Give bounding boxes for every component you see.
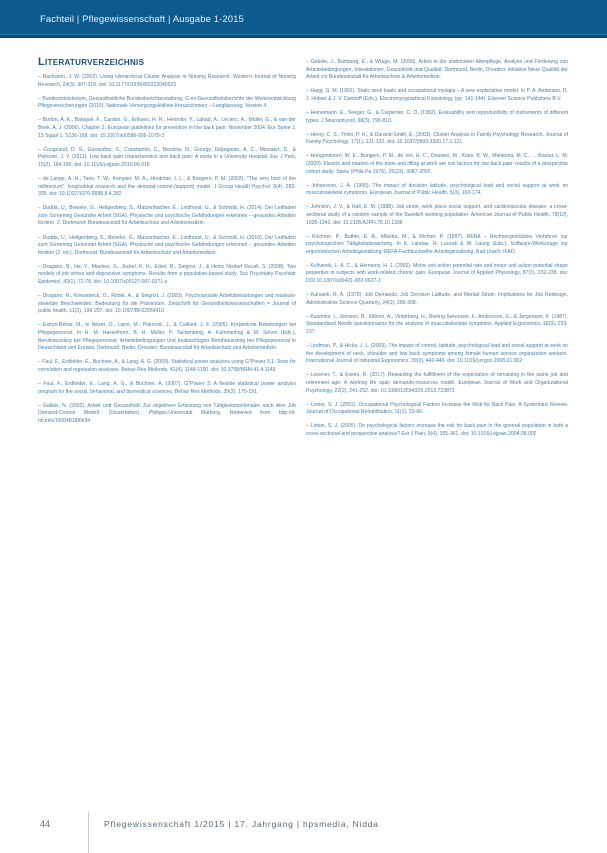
reference-entry: – Linton, S. J. (2005). Do psychological factors increase the risk for back pain in the general population in both a cross-sectional and prospective analysis? Eur J Pain, 9(4), 355-361. doi: 10.1016/j.ejpain.2004.08.002 xyxy=(306,423,568,438)
header-title: Fachteil | Pflegewissenschaft | Ausgabe 1-2015 xyxy=(40,14,244,25)
reference-entry: – Faul, F., Erdfelder, E., Buchner, A., & Lang, A. G. (2009). Statistical power analyses using G*Power 3.1: Tests for correlation and regression analyses. Behav Res Methods, 41(4), 1149-1160. doi: 10.3758/BRM.41.4.1149 xyxy=(38,359,296,374)
reference-entry: – Cougnaud, D. S., Guiraudou, S., Constantini, C., Bezzina, N., Gourgy, Delpapeau, A. C., Minnaert, D., & Pelissier, J. Y. (2011). Low back pain characteristics and back pain: A study in a University Hospital. Eur J Pain, 15(2), 184-190. doi: 10.1016/j.ejpain.2010.06.018 xyxy=(38,147,296,170)
reference-entry: – Karasek, R. A. (1979). Job Demands, Job Decision Latitude, and Mental Strain: Implications for Job Redesign. Administrative Science Quarterly, 24(2), 285-308. xyxy=(306,292,568,307)
reference-entry: – Gebele, J., Bamberg, E., & Wrage, M. (2006). Arbeit in der stationären Altenpflege. Analyse und Förderung von Arbeitsbedingungen, Interaktionen, Gesundheit und Qualität. Dortmund, Berlin, Dresden: Initiative Neue Qualität der Arbeit c/o Bundesanstalt für Arbeitsschutz & Arbeitsmedizin. xyxy=(306,59,568,82)
header-divider xyxy=(0,34,607,38)
reference-entry: – Dragano, N., Knesebeck, O., Rödel, A., & Siegrist, J. (2003). Psychosoziale Arbeitsbelastungen und muskulo-skeletale Beschwerden: Bedeutung für die Prävention. Zeitschrift für Gesundheitswissenschaften = Journal of public health, 11(3), 196-207. doi: 10.1007/BF02956410 xyxy=(38,293,296,316)
reference-entry: – Henry, C. S., Trivio, P. H., & Durand-Smith, E. (2003). Cluster Analysis in Family Psychology Research. Journal of Family Psychology, 17(1), 121-132. doi: 10.1037/0893-3200.17.1.121 xyxy=(306,132,568,147)
reference-entry: – Hagg, G. M. (1991). Static work loads and occupational myalgia – A new explanation model. In P. A. Anderson, D. J. Hobart & J. V. Danhoff (Eds.), Electromyographical Kinesiology (pp. 141-144). Elsevier Science Publishers B.V. xyxy=(306,88,568,103)
reference-entry: – Dudda, U., Beneke, G., Heilgenberg, S., Matzenbacher, E., Lindhorst, U., & Schmidt, H. (2014). Der Leitfaden zum Screening Gesunder Arbeit (SGA). Physische und psychische Gefährdungen erkennen – gesundes Arbeiten fördern. 2. Dortmund: Bundesanstalt für Arbeitsschutz und Arbeitsmedizin. xyxy=(38,205,296,228)
reference-list-left xyxy=(38,74,296,425)
page-number: 44 xyxy=(40,819,51,829)
references-column-left xyxy=(38,56,296,432)
reference-entry: – de Lange, A. H., Taris, T. W., Kompier, M. A., Houtman, I. L., & Bongers, P. M. (2003). "The very best of the millennium": longitudinal research and the demand-control-(support) model. J Occup Health Psychol, 8(4), 282-305. doi: 10.1037/1076-8998.8.4.282 xyxy=(38,176,296,199)
reference-entry: – Bachstein, J. W. (2002). Using Hierarchical Cluster Analysis in Nursing Research. Western Journal of Nursing Research, 24(3), 307-319. doi: 10.1177/01939450222045923 xyxy=(38,74,296,89)
reference-entry: – Bundesministerium, Gesundheitliche Bundesberichterstattung, G es-Gesundheitsberichte der Weiterentwicklung Pflegeversicherungen (2015). Nationale Versorgungsleitlinie Kreuzschmerz – Langfassung, Version 4. xyxy=(38,96,296,111)
reference-entry: – Gallais, N. (2003). Arbeit und Gesundheit: Zur objektiven Erfassung von Tätigkeitsmerkmalen nach dem Job Demand-Control Modell. (Dissertation), Philipps-Universität Marburg. Retrieved from http://d-nb.info/1000481889/34 xyxy=(38,403,296,426)
references-column-right xyxy=(306,59,568,445)
reference-entry: – Johnson, J. V., & Hall, E. M. (1988). Job strain, work place social support, and cardiovascular disease: a cross-sectional study of a random sample of the Swedish working population. American Journal of Public Health, 78(10), 1336-1342. doi: 10.2105/AJPH.78.10.1336 xyxy=(306,204,568,227)
reference-entry: – Dudda, U., Heilgenberg, S., Beneke, G., Matzenbacher, E., Lindhorst, U., & Schmidt, H. (2010). Der Leitfaden zum Screening Gesunder Arbeit (SGA). Physische und psychische Gefährdungen erkennen – gesundes Arbeiten fördern (2. ed.). Dortmund: Bundesanstalt für Arbeitsschutz und Arbeitsmedizin. xyxy=(38,235,296,258)
reference-entry: – Dragano, N., He, Y., Moebus, S., Jöckel, K. H., Erbel, R., Siegrist, J., & Heinz Nixdorf Recall, S. (2008). Two models of job stress and depressive symptoms. Results from a population-based study. Soc Psychiatry Psychiatr Epidemiol, 43(1), 72-78. doi: 10.1007/s00127-007-0271-z xyxy=(38,264,296,287)
reference-entry: – Faul, F., Erdfelder, E., Lang, A. G., & Buchner, A. (2007). G*Power 3: A flexible statistical power analysis program for the social, behavioral, and biomedical sciences. Behav Res Methods, 39(2), 175-191. xyxy=(38,381,296,396)
reference-entry: – Kirchner, P., Buttler, E. A., Miketta, M., & Richter, P. (1997). REBA – Rechnergestütztes Verfahren zur psychologischen Tätigkeitsbewertung. In K. Landau, H. Luczak & W. Laurig (Eds.), Software-Werkzeuge zur ergonomischen Arbeitsgestaltung: REFA-Fachbuchreihe Arbeitsgestaltung. Bad Urach: IFAO. xyxy=(306,234,568,257)
reference-entry: – Burton, A. K., Balagué, F., Cardon, G., Eriksen, H. R., Henrotin, Y., Lahad, A., Leclerc, A., Müller, G., & van der Beek, A. J. (2006). Chapter 2. European guidelines for prevention in low back pain: November 2004. Eur Spine J, 15 Suppl 1, S136-168. doi: 10.1007/s00586-006-1070-3 xyxy=(38,117,296,140)
reference-entry: – Linton, S. J. (2001). Occupational Psychological Factors Increase the Risk for Back Pain: A Systematic Review. Journal of Occupational Rehabilitation, 11(1), 53-66. xyxy=(306,402,568,417)
reference-entry: – Hoogendoorn, W. E., Bongers, P. M., de Vet, H. C., Douwes, M., Koes, B. W., Miedema, M. C., ... Bouter, L. M. (2000). Flexion and rotation of the trunk and lifting at work are risk factors for low back pain: results of a prospective cohort study. Spine (Phila Pa 1976), 25(23), 3087-3092. xyxy=(306,153,568,176)
section-title: Literaturverzeichnis xyxy=(38,56,145,68)
footer-publication-info: Pflegewissenschaft 1/2015 | 17. Jahrgang | hpsmedia, Nidda xyxy=(104,819,379,829)
reference-entry: – Lindman, P., & Hicks, J. L. (2009). The impact of control, latitude, psychological load and social support at work on the development of neck, shoulder and low back symptoms among female human service organization workers. International Journal of Industrial Ergonomics, 39(3), 442-446. doi: 10.1016/j.ergon.2008.01.002 xyxy=(306,343,568,366)
reference-entry: – Johansson, J. A. (1995). The impact of decision latitude, psychological load and social support at work on musculoskeletal symptoms. European Journal of Public Health, 5(3), 169-174. xyxy=(306,183,568,198)
footer-divider xyxy=(88,812,89,853)
reference-entry: – Kuorinka, I., Jonsson, B., Kilbom, A., Vinterberg, H., Biering-Sørensen, F., Andersson, G., & Jørgensen, K. (1987). Standardised Nordic questionnaires for the analysis of musculoskeletal symptoms. Applied Ergonomics, 18(3), 233-237. xyxy=(306,314,568,337)
reference-entry: – Heinemann, E., Seeger, G., & Carpenter, C. O. (1992). Evaluability and reproducibility of instruments of different types. J Neurophysiol, 68(3), 799-810. xyxy=(306,110,568,125)
reference-entry: – Kulhanek, L. A. C., & Hermens, H. J. (2002). Motor unit action potential rate and motor unit action potential shape properties in subjects with work-related chronic pain. European Journal of Applied Physiology, 87(3), 232-238. doi: DOI 10.1007/s00421-002-0627-1 xyxy=(306,263,568,286)
reference-list-right xyxy=(306,59,568,439)
reference-entry: – Estryn-Behar, M., le Nézet, O., Laine, M., Pokorski, J., & Caillard, J. F. (2005). Körperliche Belastungen bei Pflegepersonal. In H. M. Hasselhorn, B. H. Müller, P. Tackenberg, A. Kümmerling & M. Simon (Eds.), Berufsausstieg bei Pflegepersonal: Arbeitsbedingungen und beabsichtigter Berufsausstieg bei Pflegepersonal in Deutschland und Europa. Dortmund, Berlin, Dresden: Bundesanstalt für Arbeitsschutz und Arbeitsmedizin. xyxy=(38,322,296,352)
reference-entry: – Lesener, T., & Ewers, R. (2017). Rewarding the fulfillment of the expectation of remaining in the same job and retirement age: A working life span demands-resources model. European Journal of Work and Organizational Psychology, 22(2), 241-252. doi: 10.1080/1359432X.2012.723873 xyxy=(306,372,568,395)
header-bar xyxy=(0,0,607,34)
